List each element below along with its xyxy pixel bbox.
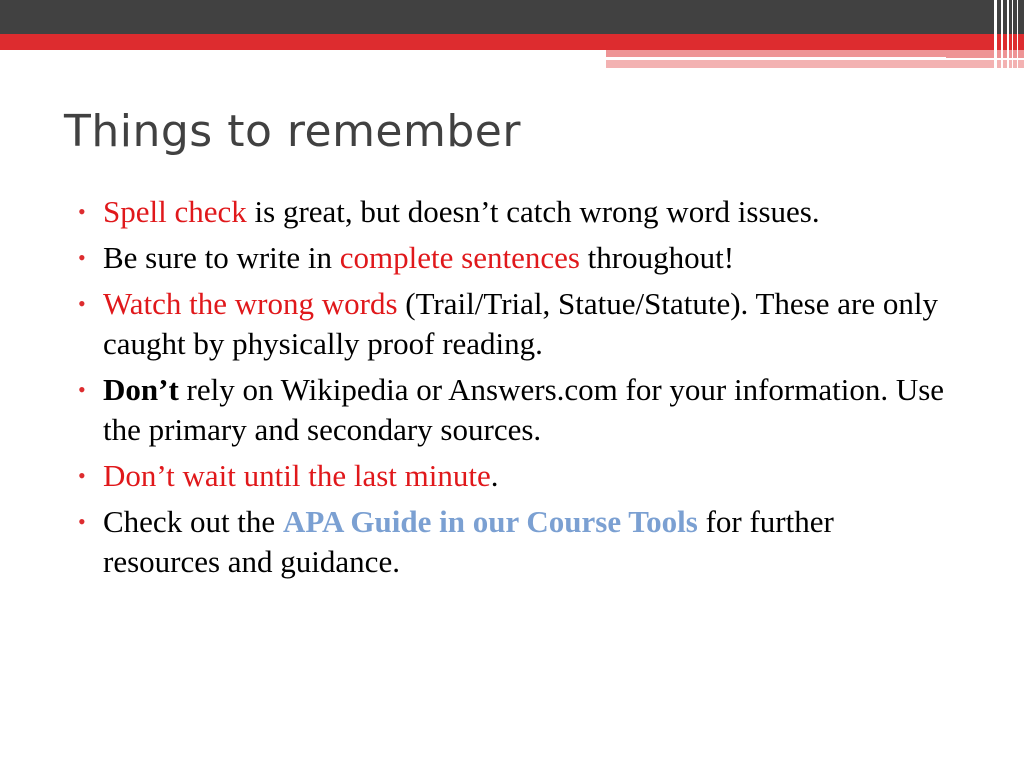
dont-wait-text: Don’t wait until the last minute: [103, 458, 491, 493]
bullet-text: Be sure to write in: [103, 240, 340, 275]
header-vertical-line: [994, 0, 997, 70]
bullet-text: throughout!: [579, 240, 735, 275]
header-vertical-line: [1001, 0, 1003, 70]
bullet-item-last-minute: [78, 456, 958, 496]
bullet-dot-icon: •: [78, 291, 86, 316]
spell-check-text: Spell check: [103, 194, 247, 229]
bullet-dot-icon: •: [78, 463, 86, 488]
bullet-item-spell-check: [78, 192, 958, 232]
bullet-text: .: [490, 458, 499, 493]
bullet-dot-icon: •: [78, 377, 86, 402]
bullet-text: for further resources and guidance.: [103, 504, 834, 579]
bullet-list: [78, 192, 958, 588]
header-light-pink-stripe: [606, 60, 1024, 68]
bullet-dot-icon: •: [78, 245, 86, 270]
apa-guide-link[interactable]: APA Guide in our Course Tools: [282, 504, 698, 539]
bullet-dot-icon: •: [78, 509, 86, 534]
dont-text: Don’t: [103, 372, 179, 407]
header-vertical-line: [1012, 0, 1013, 70]
bullet-item-wrong-words: [78, 284, 958, 364]
bullet-text: Check out the: [103, 504, 283, 539]
bullet-dot-icon: •: [78, 199, 86, 224]
header-red-band: [0, 34, 1024, 50]
header-vertical-line: [1007, 0, 1009, 70]
bullet-item-wikipedia: [78, 370, 958, 450]
watch-wrong-words-text: Watch the wrong words: [103, 286, 398, 321]
slide-title: Things to remember: [64, 106, 521, 157]
bullet-text: rely on Wikipedia or Answers.com for your information. Use the primary and secondary sources.: [103, 372, 945, 447]
bullet-item-apa-guide: [78, 502, 958, 582]
header-dark-band: [0, 0, 1024, 34]
bullet-text: (Trail/Trial, Statue/Statute). These are only caught by physically proof reading.: [103, 286, 938, 361]
header-vertical-line: [1017, 0, 1018, 70]
complete-sentences-text: complete sentences: [339, 240, 580, 275]
header-white-line: [606, 57, 946, 59]
bullet-text: is great, but doesn’t catch wrong word issues.: [246, 194, 820, 229]
bullet-item-complete-sentences: [78, 238, 958, 278]
